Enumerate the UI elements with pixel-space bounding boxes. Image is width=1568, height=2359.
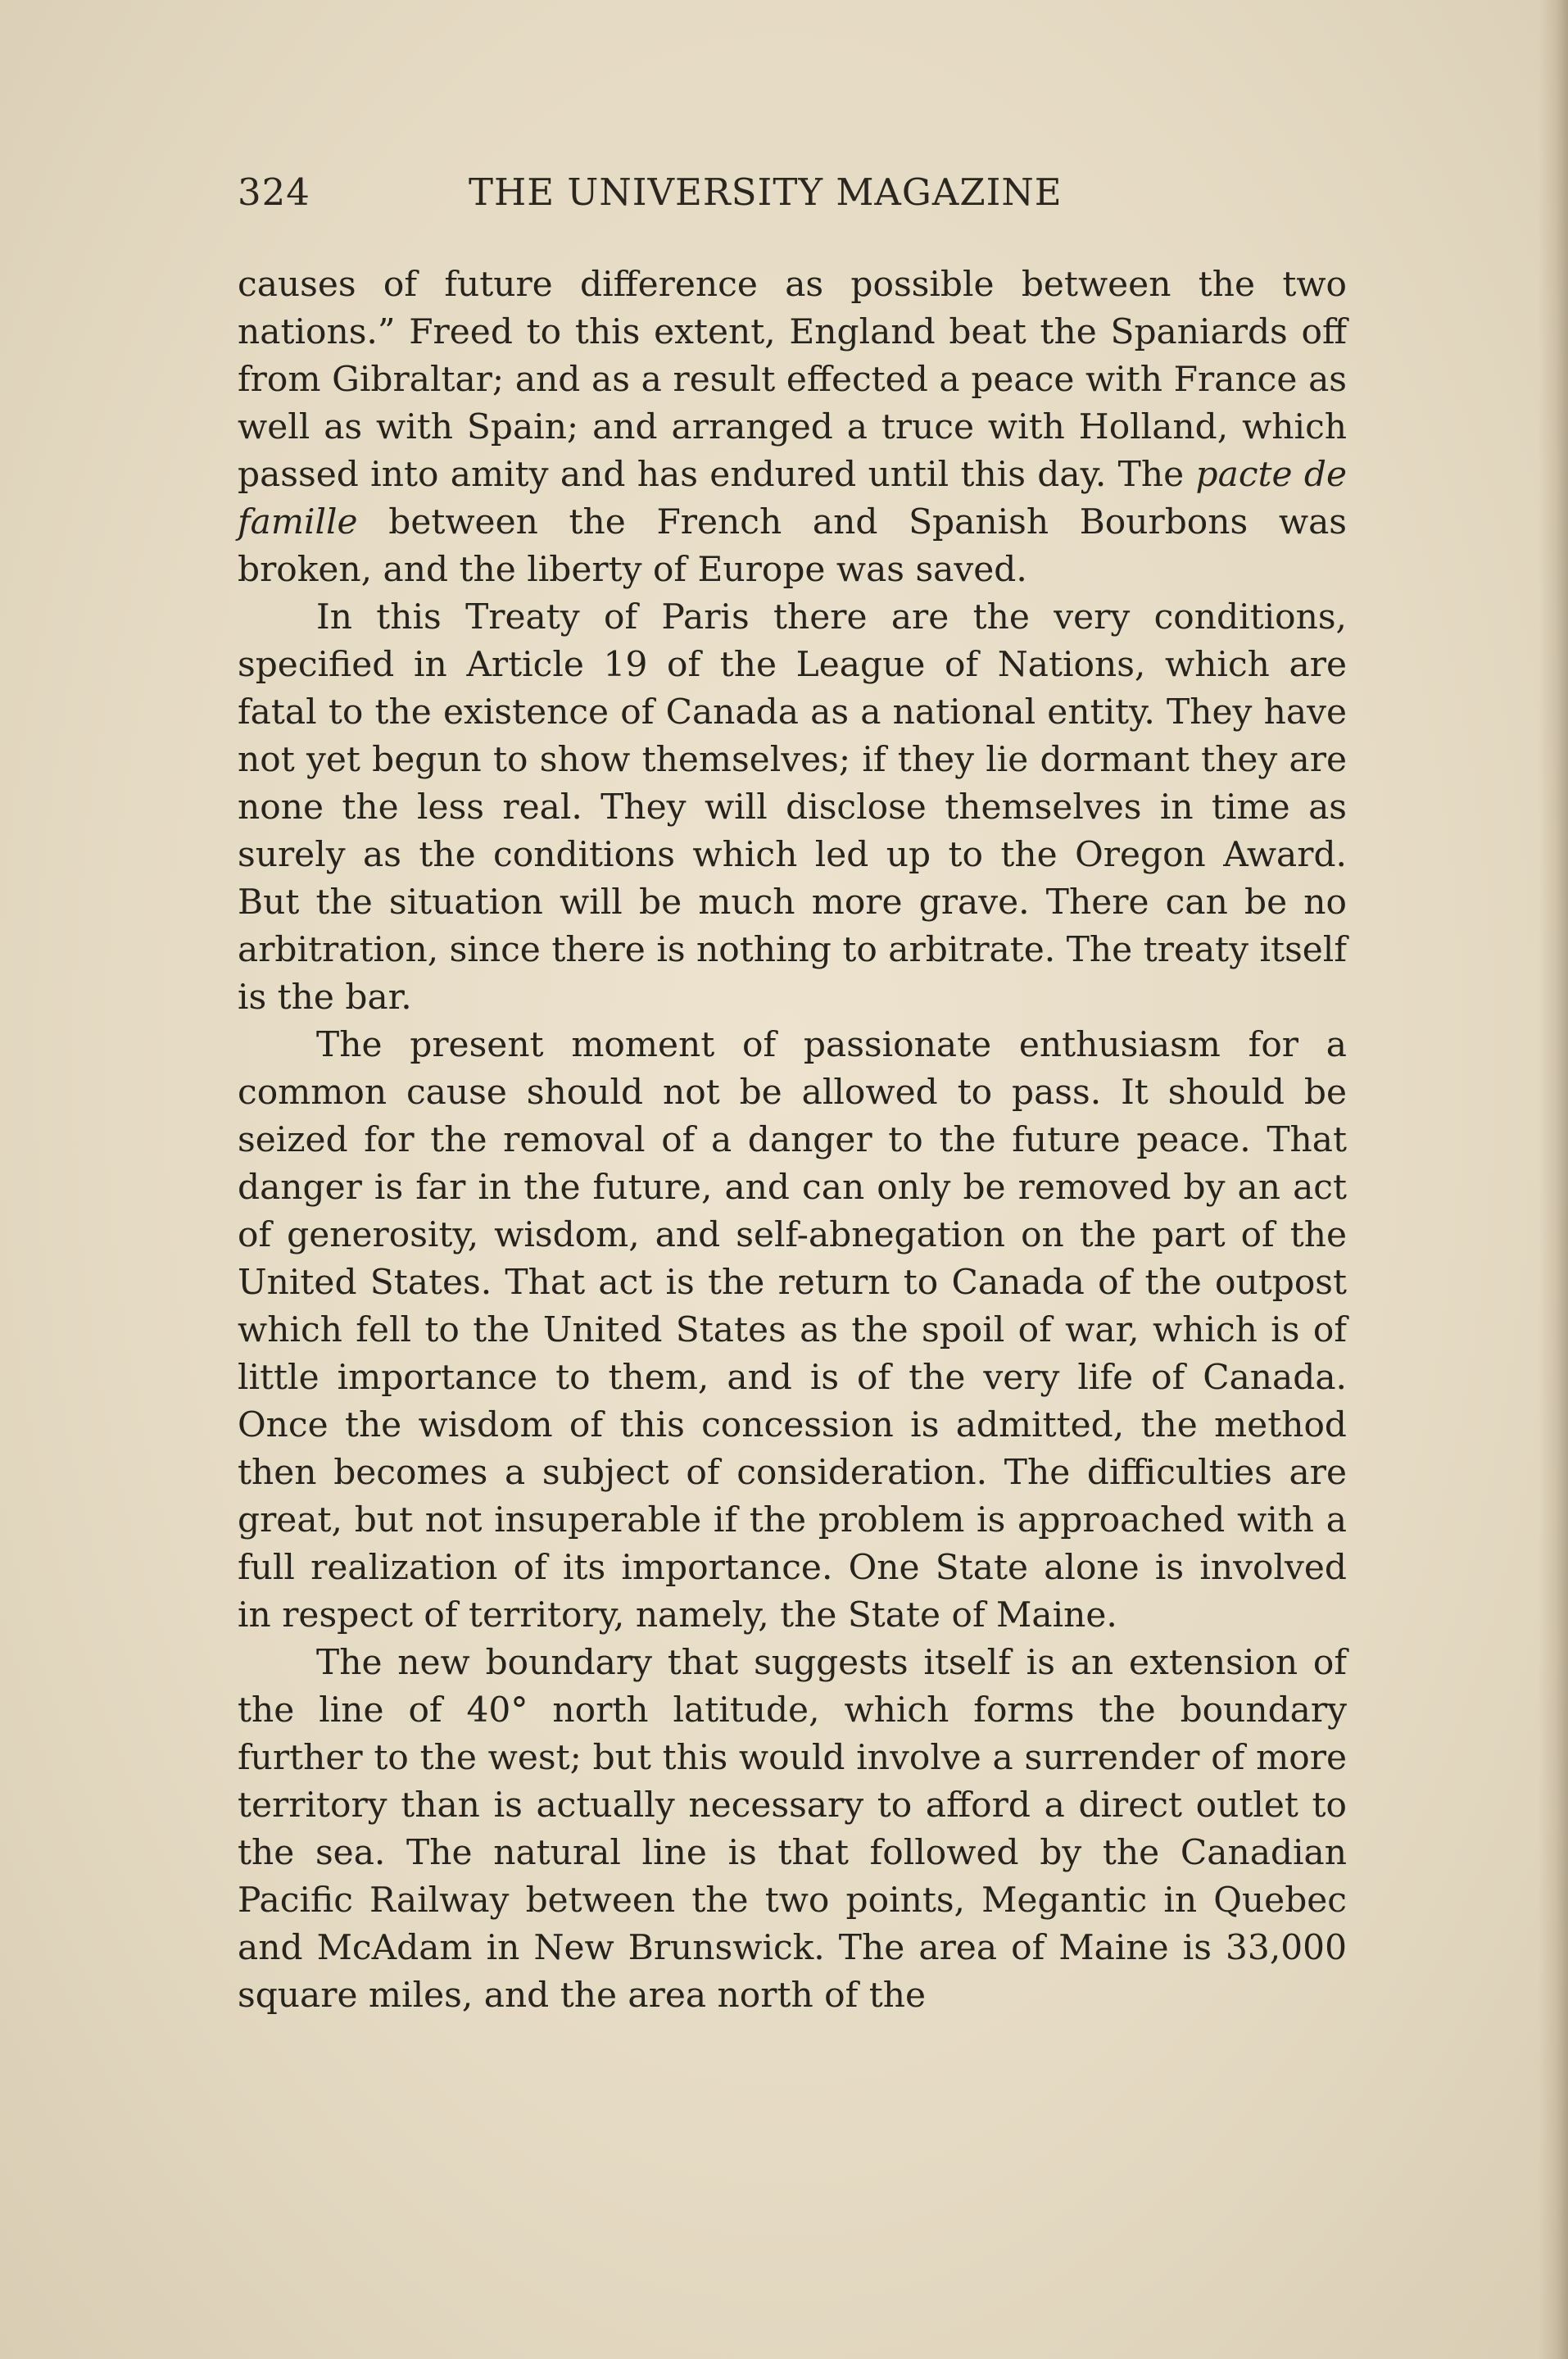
paragraph-1-text-a: causes of future difference as possible between the two nations.” Freed to this extent, England beat the Spaniards off from Gibraltar; and as a result effected a peace with France as well as with Spain; and arranged a truce with Holland, which passed into amity and has endured until this day. The <box>238 264 1347 494</box>
running-head <box>238 170 1114 228</box>
journal-title: THE UNIVERSITY MAGAZINE <box>469 170 1063 214</box>
paragraph-1-text-b: between the French and Spanish Bourbons was broken, and the liberty of Europe was saved. <box>238 501 1347 589</box>
page-number: 324 <box>238 170 310 214</box>
paragraph-4: The new boundary that suggests itself is an extension of the line of 40° north latitude, which forms the boundary further to the west; but this would involve a surrender of more territory than is actually necessary to afford a direct outlet to the sea. The natural line is that followed by the Canadian Pacific Railway between the two points, Megantic in Quebec and McAdam in New Brunswick. The area of Maine is 33,000 square miles, and the area north of the <box>238 1642 1347 2015</box>
page-edge-shadow <box>1539 0 1568 2359</box>
paragraph-1-italic-phrase: pacte de famille <box>238 454 1348 542</box>
paragraph-1 <box>238 261 1347 593</box>
paragraph-3: The present moment of passionate enthusiasm for a common cause should not be allowed to pass. It should be seized for the removal of a danger to the future peace. That danger is far in the future, and can only be removed by an act of generosity, wisdom, and self-abnegation on the part of the United States. That act is the return to Canada of the outpost which fell to the United States as the spoil of war, which is of little importance to them, and is of the very life of Canada. Once the wisdom of this concession is admitted, the method then becomes a subject of consideration. The difficulties are great, but not insuperable if the problem is approached with a full realization of its importance. One State alone is involved in respect of territory, namely, the State of Maine. <box>238 1024 1347 1635</box>
paragraph-2: In this Treaty of Paris there are the very conditions, specified in Article 19 of the League of Nations, which are fatal to the existence of Canada as a national entity. They have not yet begun to show themselves; if they lie dormant they are none the less real. They will disclose themselves in time as surely as the conditions which led up to the Oregon Award. But the situation will be much more grave. There can be no arbitration, since there is nothing to arbitrate. The treaty itself is the bar. <box>238 597 1347 1017</box>
body-text <box>238 261 1347 2019</box>
